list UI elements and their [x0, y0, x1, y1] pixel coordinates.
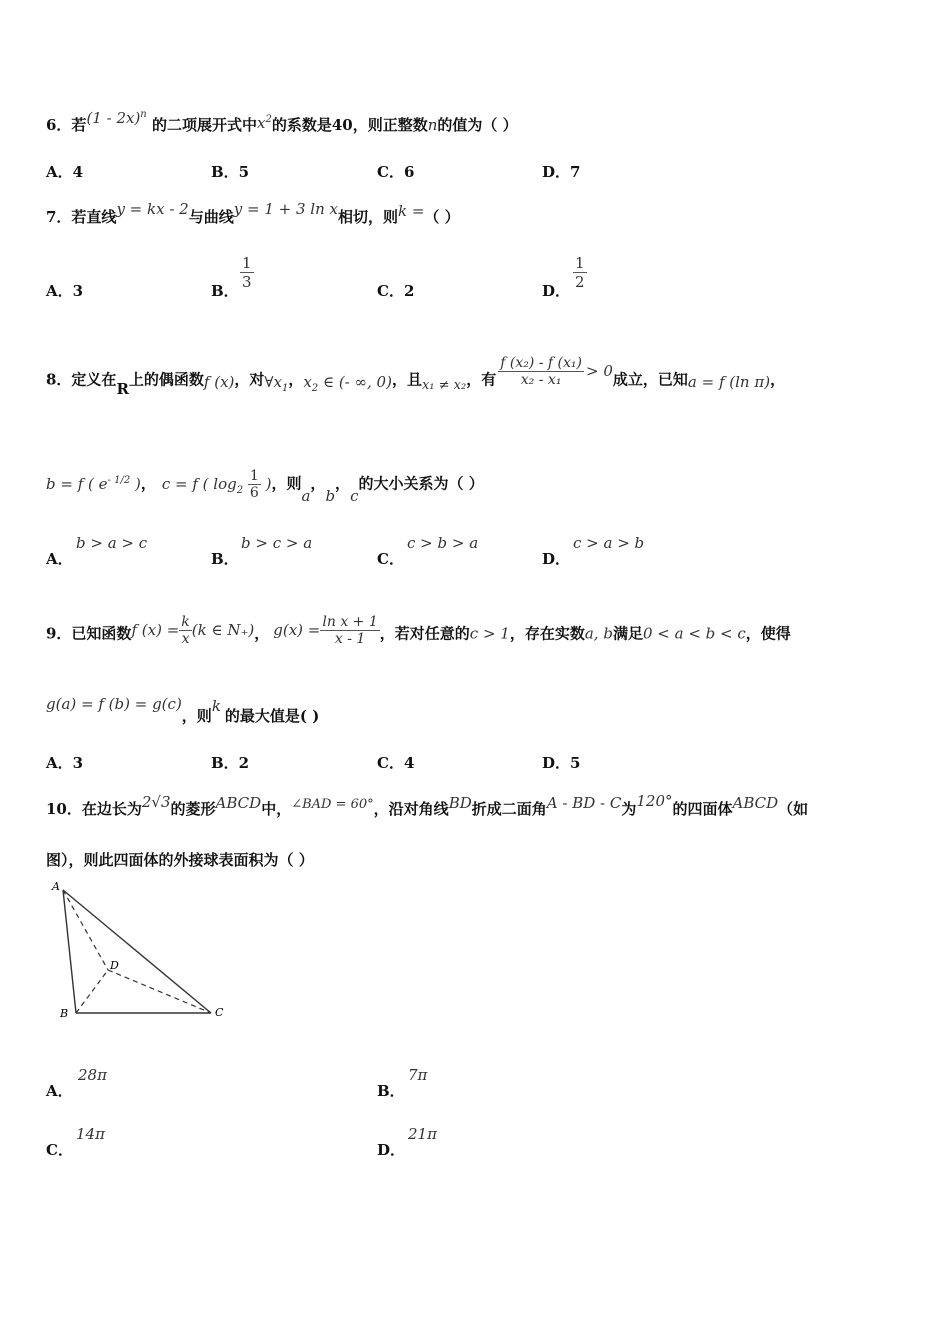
q10-option-c-value: 14π — [76, 1125, 105, 1143]
q7-option-b-fraction: $\frac{1}{3}$ — [242, 254, 252, 291]
q9-f-def: f (x) = $\frac{k}{x}$ (k ∈ N₊) — [131, 614, 255, 647]
q9-text-2: ，存在实数 — [509, 624, 585, 643]
q10-option-d[interactable]: D． — [377, 1141, 406, 1159]
q7-option-c[interactable]: C．2 — [377, 282, 415, 300]
q8-var-b: b — [325, 486, 336, 505]
q7-option-a[interactable]: A．3 — [46, 282, 84, 300]
q10-angle: ∠BAD = 60° — [291, 797, 374, 812]
q6-x-squared: $x^2$ — [257, 114, 272, 132]
q7-option-d[interactable]: D． — [542, 282, 571, 300]
question-8 — [46, 355, 786, 398]
q8-number: 8．定义在 — [46, 370, 117, 389]
q6-text-3: 的值为（ ） — [437, 116, 518, 134]
q6-option-b[interactable]: B．5 — [211, 163, 250, 181]
q10-text-6: 的四面体 — [672, 800, 733, 818]
q8-option-b[interactable]: B． — [211, 550, 239, 568]
q8-text-6: ， — [770, 370, 786, 389]
q8-text-4: ，有 — [466, 370, 497, 389]
q9-option-b[interactable]: B．2 — [211, 754, 250, 772]
question-7 — [46, 200, 460, 227]
q8-a-def: a = f (ln π) — [687, 372, 771, 391]
edge-ac — [63, 890, 211, 1013]
q9-option-d[interactable]: D．5 — [542, 754, 581, 772]
q10-text-3: ，沿对角线 — [373, 800, 449, 818]
q9-text-3: 满足 — [612, 624, 643, 643]
q8-text-7: ，则 — [271, 474, 302, 493]
q8-gt-zero: > 0 — [586, 361, 613, 380]
q6-text-2: 的系数是40，则正整数 — [271, 116, 428, 134]
q7-text-1: 与曲线 — [188, 208, 234, 226]
question-9-line-2 — [46, 695, 320, 726]
q8-b-def: b = f ( $e^{- 1/2}$ ) — [46, 474, 141, 493]
q10-number: 10．在边长为 — [46, 800, 142, 818]
q10-option-a-value: 28π — [78, 1066, 107, 1084]
q8-option-a-value: b > a > c — [76, 534, 148, 552]
question-8-line-2: b = f ( $e^{- 1/2}$ )， c = f ( $\log_2$ $\frac{1}{6}$ )，则a，b，c的大小关系为（ ） — [46, 468, 484, 505]
q9-text-4: ，使得 — [745, 624, 791, 643]
q8-c-def: c = f ( $\log_2$ $\frac{1}{6}$ ) — [161, 468, 272, 501]
vertex-label-b: B — [60, 1007, 69, 1020]
q10-tetrahedron: ABCD — [732, 794, 779, 812]
q9-option-a[interactable]: A．3 — [46, 754, 84, 772]
edge-cd — [108, 970, 211, 1013]
edge-bd — [76, 970, 108, 1013]
q10-option-d-value: 21π — [408, 1125, 437, 1143]
q8-x2-in: $x_2$ ∈ (- ∞, 0) — [303, 372, 392, 394]
q8-forall: $\forall x_1$ — [264, 372, 289, 394]
q8-option-b-value: b > c > a — [241, 534, 313, 552]
q6-n-var: n — [427, 116, 438, 134]
q7-line-eq: y = kx - 2 — [116, 200, 189, 218]
q10-text-7: （如 — [778, 800, 809, 818]
q9-ab: a, b — [584, 624, 613, 643]
vertex-label-c: C — [215, 1006, 224, 1019]
question-9 — [46, 614, 791, 651]
q8-option-d-value: c > a > b — [573, 534, 645, 552]
q10-text-2: 中， — [261, 800, 292, 818]
q8-text-5: 成立，已知 — [612, 370, 688, 389]
q9-text-5: ，则 — [181, 707, 212, 725]
q10-option-b-value: 7π — [408, 1066, 428, 1084]
q7-number: 7．若直线 — [46, 208, 117, 226]
q10-bd: BD — [448, 794, 472, 812]
question-10-line-2: 图），则此四面体的外接球表面积为（ ） — [46, 851, 314, 869]
q9-c-gt-1: c > 1 — [469, 624, 510, 643]
q9-text-1: ，若对任意的 — [379, 624, 470, 643]
q9-k-var: k — [211, 697, 221, 715]
q10-dihedral: A - BD - C — [546, 794, 622, 812]
q8-option-c-value: c > b > a — [407, 534, 479, 552]
q8-option-c[interactable]: C． — [377, 550, 404, 568]
q10-text-4: 折成二面角 — [471, 800, 547, 818]
q7-option-d-fraction: $\frac{1}{2}$ — [575, 254, 585, 291]
q6-binomial: (1 - 2x)$^n$ — [86, 109, 147, 127]
q10-text-5: 为 — [621, 800, 637, 818]
q8-var-a: a — [301, 486, 311, 505]
q8-text-3: ，且 — [391, 370, 422, 389]
q6-option-c[interactable]: C．6 — [377, 163, 415, 181]
vertex-label-d: D — [110, 959, 119, 972]
q8-difference-quotient: $\frac{\text{f (x₂) - f (x₁)}}{\text{x₂ - x₁}}$ — [500, 355, 582, 388]
q7-text-2: 相切，则 — [337, 208, 398, 226]
question-6 — [46, 109, 518, 135]
q10-text-1: 的菱形 — [170, 800, 216, 818]
q8-var-c: c — [350, 486, 359, 505]
q9-option-c[interactable]: C．4 — [377, 754, 415, 772]
q9-sep: ， — [254, 624, 270, 643]
q6-number: 6．若 — [46, 116, 87, 134]
q8-text-2: ，对 — [234, 370, 265, 389]
q9-text-6: 的最大值是( ) — [224, 707, 320, 725]
q8-comma: ， — [288, 370, 304, 389]
q7-curve-eq: y = 1 + 3 ln x — [233, 200, 338, 218]
q10-option-b[interactable]: B． — [377, 1082, 405, 1100]
q6-option-d[interactable]: D．7 — [542, 163, 581, 181]
q10-option-a[interactable]: A． — [46, 1082, 73, 1100]
q8-text-8: 的大小关系为（ ） — [358, 474, 484, 493]
q8-real-set: R — [116, 379, 129, 398]
q9-number: 9．已知函数 — [46, 624, 132, 643]
q8-text-1: 上的偶函数 — [128, 370, 204, 389]
q9-g-def: g(x) = $\frac{\text{ln x + 1}}{x - 1}$ — [273, 614, 378, 647]
question-10 — [46, 792, 809, 819]
q8-fx: f (x) — [203, 372, 235, 391]
q7-option-b[interactable]: B． — [211, 282, 239, 300]
q8-neq: x₁ ≠ x₂ — [421, 377, 467, 393]
q8-option-a[interactable]: A． — [46, 550, 73, 568]
q10-side-length: 2√3 — [141, 793, 171, 811]
q6-text-1: 的二项展开式中 — [151, 116, 257, 134]
q10-option-c[interactable]: C． — [46, 1141, 73, 1159]
q8-option-d[interactable]: D． — [542, 550, 571, 568]
tetrahedron-figure — [46, 878, 236, 1023]
q9-inequality: 0 < a < b < c — [642, 624, 746, 643]
vertex-label-a: A — [52, 880, 60, 893]
q6-option-a[interactable]: A．4 — [46, 163, 84, 181]
q10-rhombus: ABCD — [215, 794, 262, 812]
q9-equation: g(a) = f (b) = g(c) — [46, 695, 182, 713]
q7-k-var: k = — [397, 202, 425, 220]
q10-degree: 120° — [636, 792, 673, 810]
q7-text-3: （ ） — [424, 208, 460, 226]
